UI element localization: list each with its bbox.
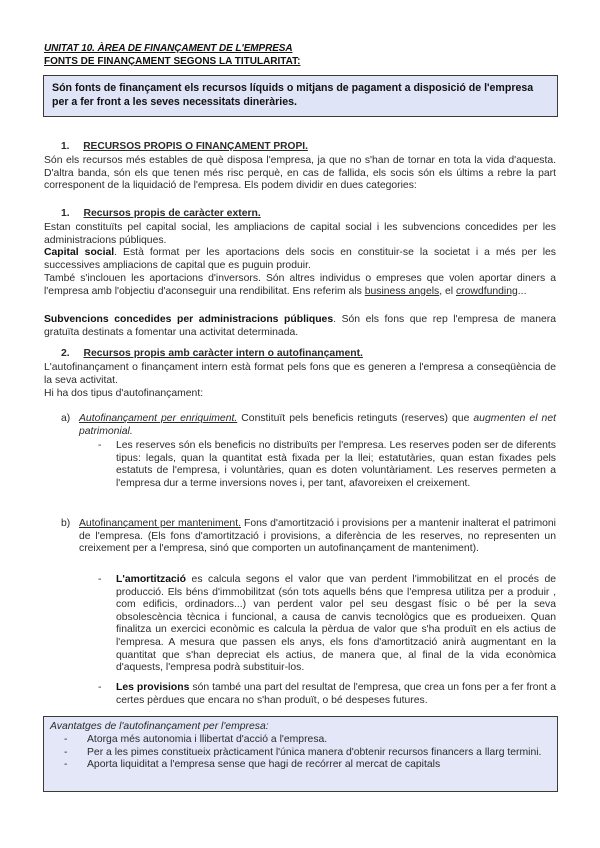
type-a-label: Autofinançament per enriquiment. — [79, 413, 238, 424]
type-b-marker: b) — [61, 518, 71, 529]
type-a-bullet: Les reserves són els beneficis no distribuïts per l'empresa. Les reserves poden ser de diferents tipus: legals, quan la quantitat està fixada per la llei; estatutàries, quan estan fixades pels estatuts de l'empresa, i voluntàries, quan es doten voluntàriament. Les reserves permeten a l'empresa dur a terme inversions noves i, per tant, afavoreixen el creixement. — [116, 440, 556, 489]
type-a-marker: a) — [61, 413, 71, 424]
subsidies-label: Subvencions concedides per administracions públiques — [44, 314, 334, 325]
business-angels-link[interactable]: business angels — [364, 285, 440, 297]
type-b-paragraph — [79, 518, 556, 556]
section1-heading — [61, 141, 308, 152]
type-b-dash-2: - — [98, 682, 102, 693]
amortization-label: L'amortització — [116, 574, 187, 585]
advantage-text: Atorga més autonomia i llibertat d'acció a l'empresa. — [87, 734, 328, 745]
document-subtitle: FONTS DE FINANÇAMENT SEGONS LA TITULARITAT: — [44, 56, 301, 67]
type-a-paragraph — [79, 413, 556, 438]
amortization-bullet — [116, 574, 556, 675]
sub1-number: 1. — [61, 208, 70, 219]
sub1-heading — [61, 208, 261, 221]
advantage-text: Per a les pimes constitueix pràcticament l'única manera d'obtenir recursos financers a llarg termini. — [87, 746, 542, 758]
sub2-heading — [61, 348, 363, 361]
investors-text-b: , el — [439, 285, 456, 297]
types-intro: Hi ha dos tipus d'autofinançament: — [44, 388, 204, 399]
type-a-text-b: augmenten el net patrimonial. — [79, 413, 556, 437]
capital-social-label: Capital social — [44, 247, 115, 258]
sub2-intro: L'autofinançament o finançament intern està format pels fons que es generen a l'empresa a conseqüència de la seva activitat. — [44, 362, 556, 386]
advantage-dash: - — [64, 746, 68, 758]
crowdfunding-link[interactable]: crowdfunding — [455, 285, 518, 297]
type-b-text: Fons d'amortització i provisions per a mantenir inalterat el patrimoni de l'empresa. (Els fons d'amortització i provisions, a diferència de les reserves, no representen un creixement per a l'empresa, sinó que comporten un autofinançament de manteniment). — [79, 518, 556, 555]
section1-number: 1. — [61, 141, 70, 152]
investors-text-c: ... — [517, 285, 527, 297]
capital-social-text: . Està format per les aportacions dels socis en constituir-se la societat i a més per les successives ampliacions de capital que es puguin produir. — [44, 247, 556, 271]
section1-title: RECURSOS PROPIS O FINANÇAMENT PROPI. — [83, 141, 308, 152]
subsidies-text: . Són els fons que rep l'empresa de manera gratuïta destinats a fomentar una activitat determinada. — [44, 314, 556, 338]
advantage-text: Aporta liquiditat a l'empresa sense que hagi de recórrer al mercat de capitals — [87, 759, 441, 771]
sub2-title: Recursos propis amb caràcter intern o autofinançament. — [83, 348, 363, 359]
provisions-text: són també una part del resultat de l'empresa, que crea un fons per a fer front a certes pèrdues que encara no s'han produït, o bé despeses futures. — [116, 682, 556, 706]
amortization-text: es calcula segons el valor que van perdent l'immobilitzat en el procés de producció. Els béns d'immobilitzat (són tots aquells béns que l'empresa utilitza per a produir , com edificis, ordinadors...) van perdent valor pel seu desgast físic o bé per la seva obsolescència tècnica i funcional, a causa de canvis tecnològics que es produeixen. Quan finalitza un exercici econòmic es calcula la pèrdua de valor que s'ha produït en els actius de l'empresa. A mesura que passen els anys, els fons d'amortització anirà augmentant en la quantitat que s'han depreciat els actius, de manera que, al final de la vida econòmica d'aquests, l'empresa podrà substituir-los. — [116, 574, 556, 674]
investors-text-a: També s'inclouen les aportacions d'inversors. Són altres individus o empreses que volen aportar diners a l'empresa amb l'objectiu d'aconseguir una rendibilitat. Ens referim als — [44, 273, 556, 297]
definition-box — [43, 75, 558, 117]
definition-text: Són fonts de finançament els recursos líquids o mitjans de pagament a disposició de l'empresa per a fer front a les seves necessitats dineràries. — [52, 82, 534, 108]
advantage-item — [44, 747, 557, 760]
capital-social-paragraph — [44, 247, 556, 272]
type-b-dash-1: - — [98, 574, 102, 585]
investors-paragraph — [44, 273, 556, 298]
document-title: UNITAT 10. ÀREA DE FINANÇAMENT DE L'EMPRESA — [44, 43, 293, 54]
section1-intro: Són els recursos més estables de què disposa l'empresa, ja que no s'han de tornar en tota la vida d'aquesta. D'altra banda, són els que tenen més risc perquè, en cas de fallida, els socis són els últims a rebre la part corresponent de la liquidació de l'empresa. Els podem dividir en dues categories: — [44, 155, 556, 192]
provisions-bullet — [116, 682, 556, 707]
advantage-dash: - — [64, 759, 68, 771]
provisions-label: Les provisions — [116, 682, 190, 693]
type-b-label: Autofinançament per manteniment. — [79, 518, 241, 529]
advantages-box — [43, 716, 558, 792]
sub1-intro: Estan constituïts pel capital social, les ampliacions de capital social i les subvencions concedides per les administracions públiques. — [44, 222, 556, 246]
advantage-item — [44, 759, 557, 772]
type-a-dash: - — [98, 440, 102, 451]
advantages-title: Avantatges de l'autofinançament per l'empresa: — [50, 721, 269, 732]
advantage-dash: - — [64, 734, 68, 745]
sub1-title: Recursos propis de caràcter extern. — [83, 208, 261, 219]
advantage-item — [44, 734, 557, 747]
subsidies-paragraph — [44, 314, 556, 339]
sub2-number: 2. — [61, 348, 70, 359]
type-a-text-a: Constituït pels beneficis retinguts (reserves) que — [237, 413, 474, 424]
